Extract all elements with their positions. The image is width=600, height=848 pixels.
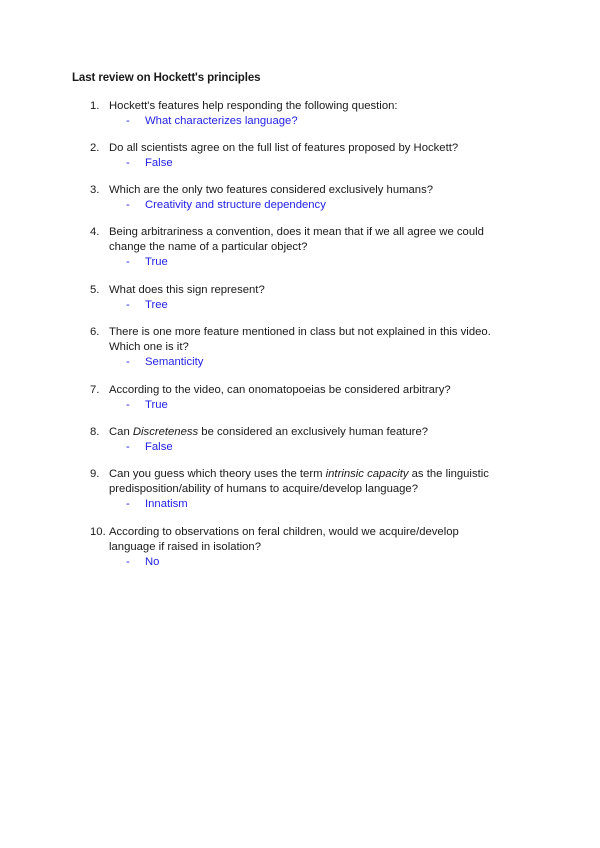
question-text-pre: Can — [109, 426, 133, 438]
question-text: Which are the only two features considered exclusively humans? — [109, 184, 434, 196]
question-1 — [90, 99, 530, 129]
question-9 — [90, 467, 530, 512]
answer-text: True — [145, 399, 168, 411]
question-number: 9. — [90, 468, 100, 480]
answer-dash: - — [126, 199, 130, 211]
document-title: Last review on Hockett's principles — [72, 72, 261, 84]
question-number: 2. — [90, 142, 100, 154]
answer-dash: - — [126, 399, 130, 411]
answer-text: False — [145, 157, 173, 169]
question-4 — [90, 225, 530, 270]
question-text-line2: Which one is it? — [109, 341, 189, 353]
answer-dash: - — [126, 556, 130, 568]
answer-text: What characterizes language? — [145, 115, 298, 127]
question-text-line2: change the name of a particular object? — [109, 241, 308, 253]
question-10 — [90, 525, 530, 570]
question-number: 10. — [90, 526, 106, 538]
question-text: Being arbitrariness a convention, does it mean that if we all agree we could — [109, 226, 484, 238]
question-number: 6. — [90, 326, 100, 338]
question-number: 8. — [90, 426, 100, 438]
answer-dash: - — [126, 115, 130, 127]
question-number: 7. — [90, 384, 100, 396]
answer-text: False — [145, 441, 173, 453]
answer-text: Semanticity — [145, 356, 204, 368]
question-text-pre: Can you guess which theory uses the term — [109, 468, 326, 480]
question-number: 5. — [90, 284, 100, 296]
answer-text: Tree — [145, 299, 168, 311]
answer-dash: - — [126, 441, 130, 453]
answer-text: Creativity and structure dependency — [145, 199, 326, 211]
question-term-italic: intrinsic capacity — [325, 468, 409, 480]
question-number: 3. — [90, 184, 100, 196]
question-2 — [90, 141, 530, 171]
question-text: According to observations on feral children, would we acquire/develop — [109, 526, 459, 538]
question-5 — [90, 283, 530, 313]
question-text-line2: language if raised in isolation? — [109, 541, 261, 553]
question-number: 4. — [90, 226, 100, 238]
question-text-line2: predisposition/ability of humans to acquire/develop language? — [109, 483, 418, 495]
question-term-italic: Discreteness — [132, 426, 199, 438]
question-text: According to the video, can onomatopoeias be considered arbitrary? — [109, 384, 451, 396]
question-text: Do all scientists agree on the full list of features proposed by Hockett? — [109, 142, 459, 154]
answer-text: True — [145, 256, 168, 268]
answer-dash: - — [126, 299, 130, 311]
answer-dash: - — [126, 256, 130, 268]
question-text-post: be considered an exclusively human feature? — [198, 426, 429, 438]
answer-text: Innatism — [145, 498, 188, 510]
question-number: 1. — [90, 100, 100, 112]
question-text: What does this sign represent? — [109, 284, 265, 296]
answer-text: No — [145, 556, 160, 568]
answer-dash: - — [126, 498, 130, 510]
question-7 — [90, 383, 530, 413]
answer-dash: - — [126, 157, 130, 169]
question-text: Hockett's features help responding the following question: — [109, 100, 398, 112]
answer-dash: - — [126, 356, 130, 368]
question-3 — [90, 183, 530, 213]
question-6 — [90, 325, 530, 370]
question-text-post: as the linguistic — [408, 468, 489, 480]
question-text: There is one more feature mentioned in class but not explained in this video. — [109, 326, 491, 338]
question-8 — [90, 425, 530, 455]
